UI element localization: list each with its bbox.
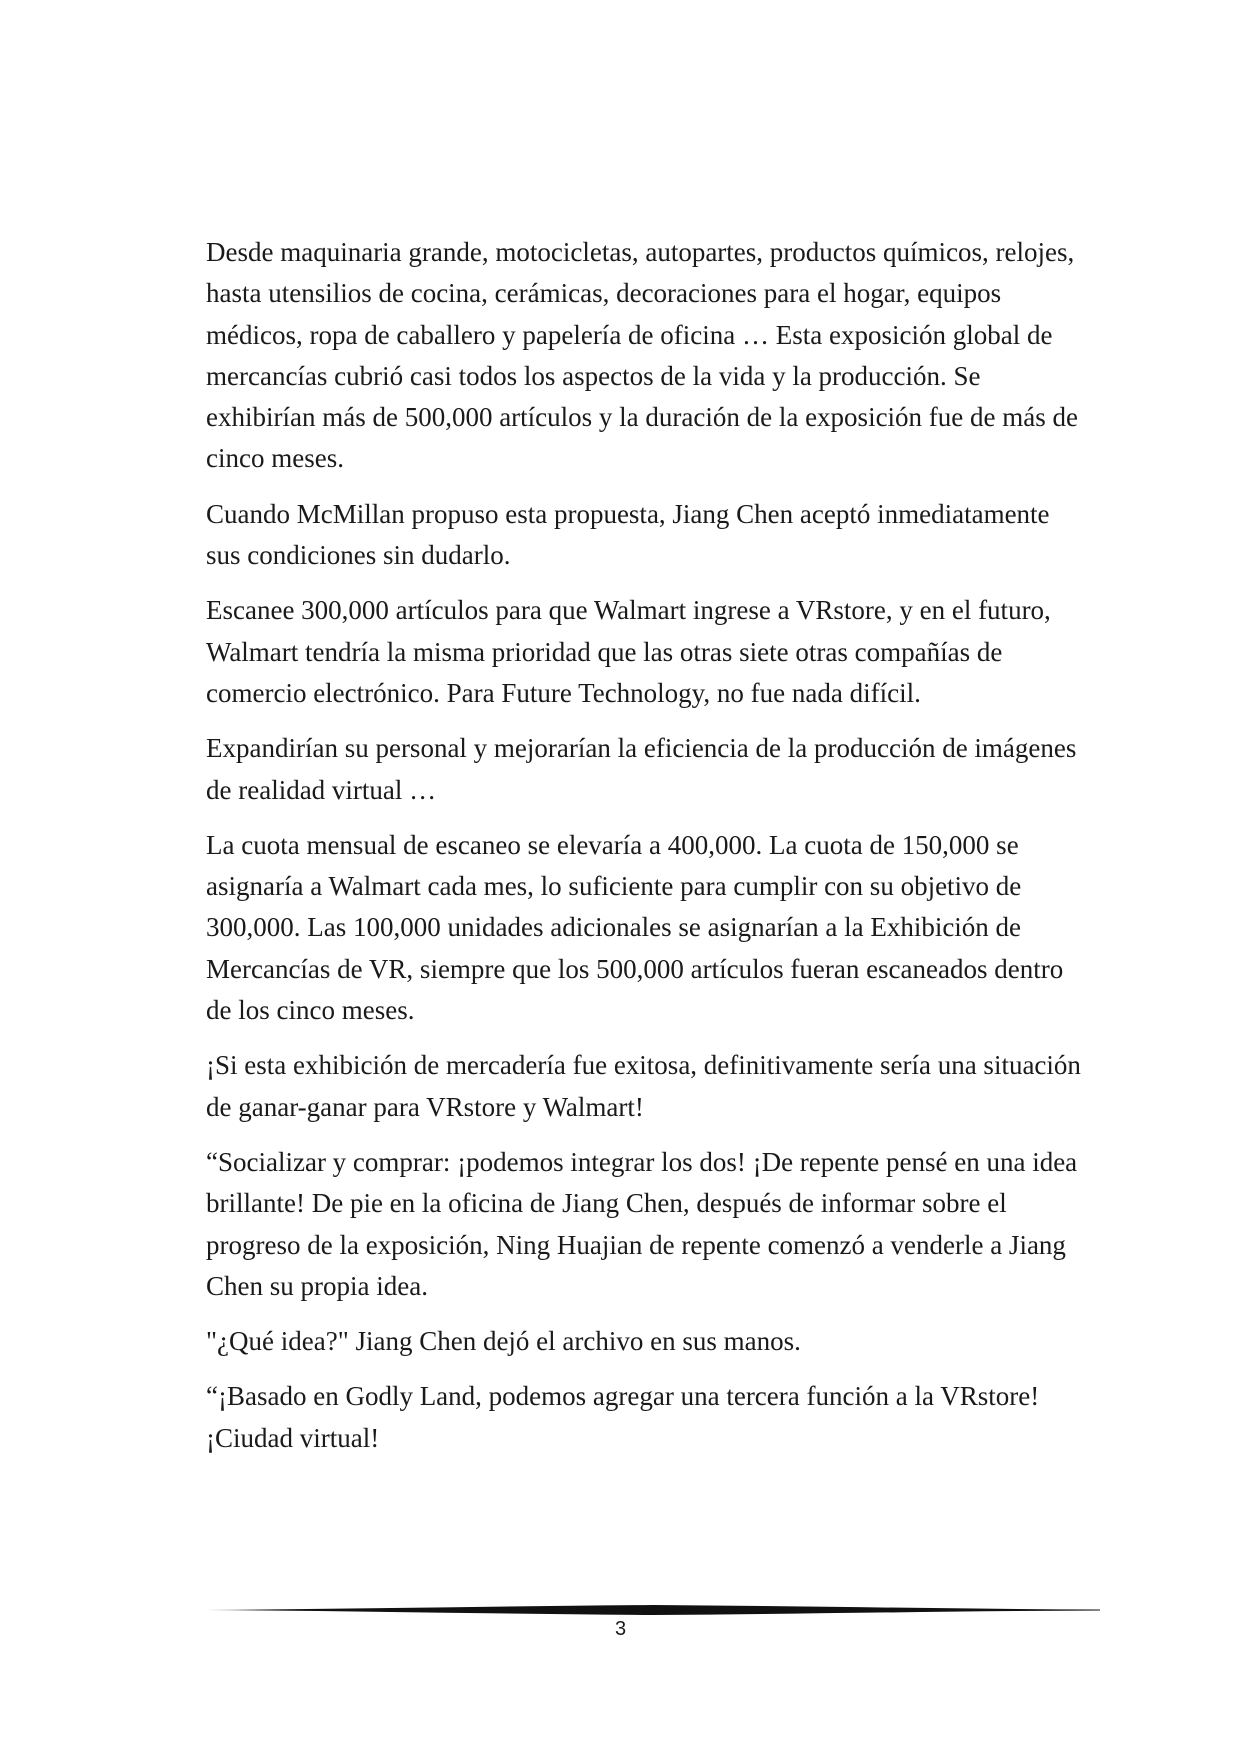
paragraph-1: Desde maquinaria grande, motocicletas, autopartes, productos químicos, relojes, hasta utensilios de cocina, cerámicas, decoraciones para el hogar, equipos médicos, ropa de caballero y papelería de oficina … Esta exposición global de mercancías cubrió casi todos los aspectos de la vida y la producción. Se exhibirían más de 500,000 artículos y la duración de la exposición fue de más de cinco meses. [206, 237, 1078, 474]
paragraph-6: ¡Si esta exhibición de mercadería fue exitosa, definitivamente sería una situación de ganar-ganar para VRstore y Walmart! [206, 1050, 1081, 1122]
paragraph-5: La cuota mensual de escaneo se elevaría a 400,000. La cuota de 150,000 se asignaría a Walmart cada mes, lo suficiente para cumplir con su objetivo de 300,000. Las 100,000 unidades adicionales se asignarían a la Exhibición de Mercancías de VR, siempre que los 500,000 artículos fueran escaneados dentro de los cinco meses. [206, 829, 1064, 1026]
paragraph-4: Expandirían su personal y mejorarían la eficiencia de la producción de imágenes de realidad virtual … [206, 733, 1077, 805]
paragraph-7: “Socializar y comprar: ¡podemos integrar los dos! ¡De repente pensé en una idea brillante! De pie en la oficina de Jiang Chen, después de informar sobre el progreso de la exposición, Ning Huajian de repente comenzó a venderle a Jiang Chen su propia idea. [206, 1146, 1078, 1301]
page-number: 3 [614, 1618, 627, 1640]
paragraph-3: Escanee 300,000 artículos para que Walmart ingrese a VRstore, y en el futuro, Walmart tendría la misma prioridad que las otras siete otras compañías de comercio electrónico. Para Future Technology, no fue nada difícil. [206, 595, 1051, 708]
footer-divider [206, 1603, 1100, 1617]
paragraph-9: “¡Basado en Godly Land, podemos agregar una tercera función a la VRstore! ¡Ciudad virtual! [206, 1381, 1040, 1453]
body-text [206, 232, 1086, 1473]
paragraph-2: Cuando McMillan propuso esta propuesta, Jiang Chen aceptó inmediatamente sus condiciones sin dudarlo. [206, 498, 1050, 571]
paragraph-8: "¿Qué idea?" Jiang Chen dejó el archivo en sus manos. [206, 1326, 801, 1357]
